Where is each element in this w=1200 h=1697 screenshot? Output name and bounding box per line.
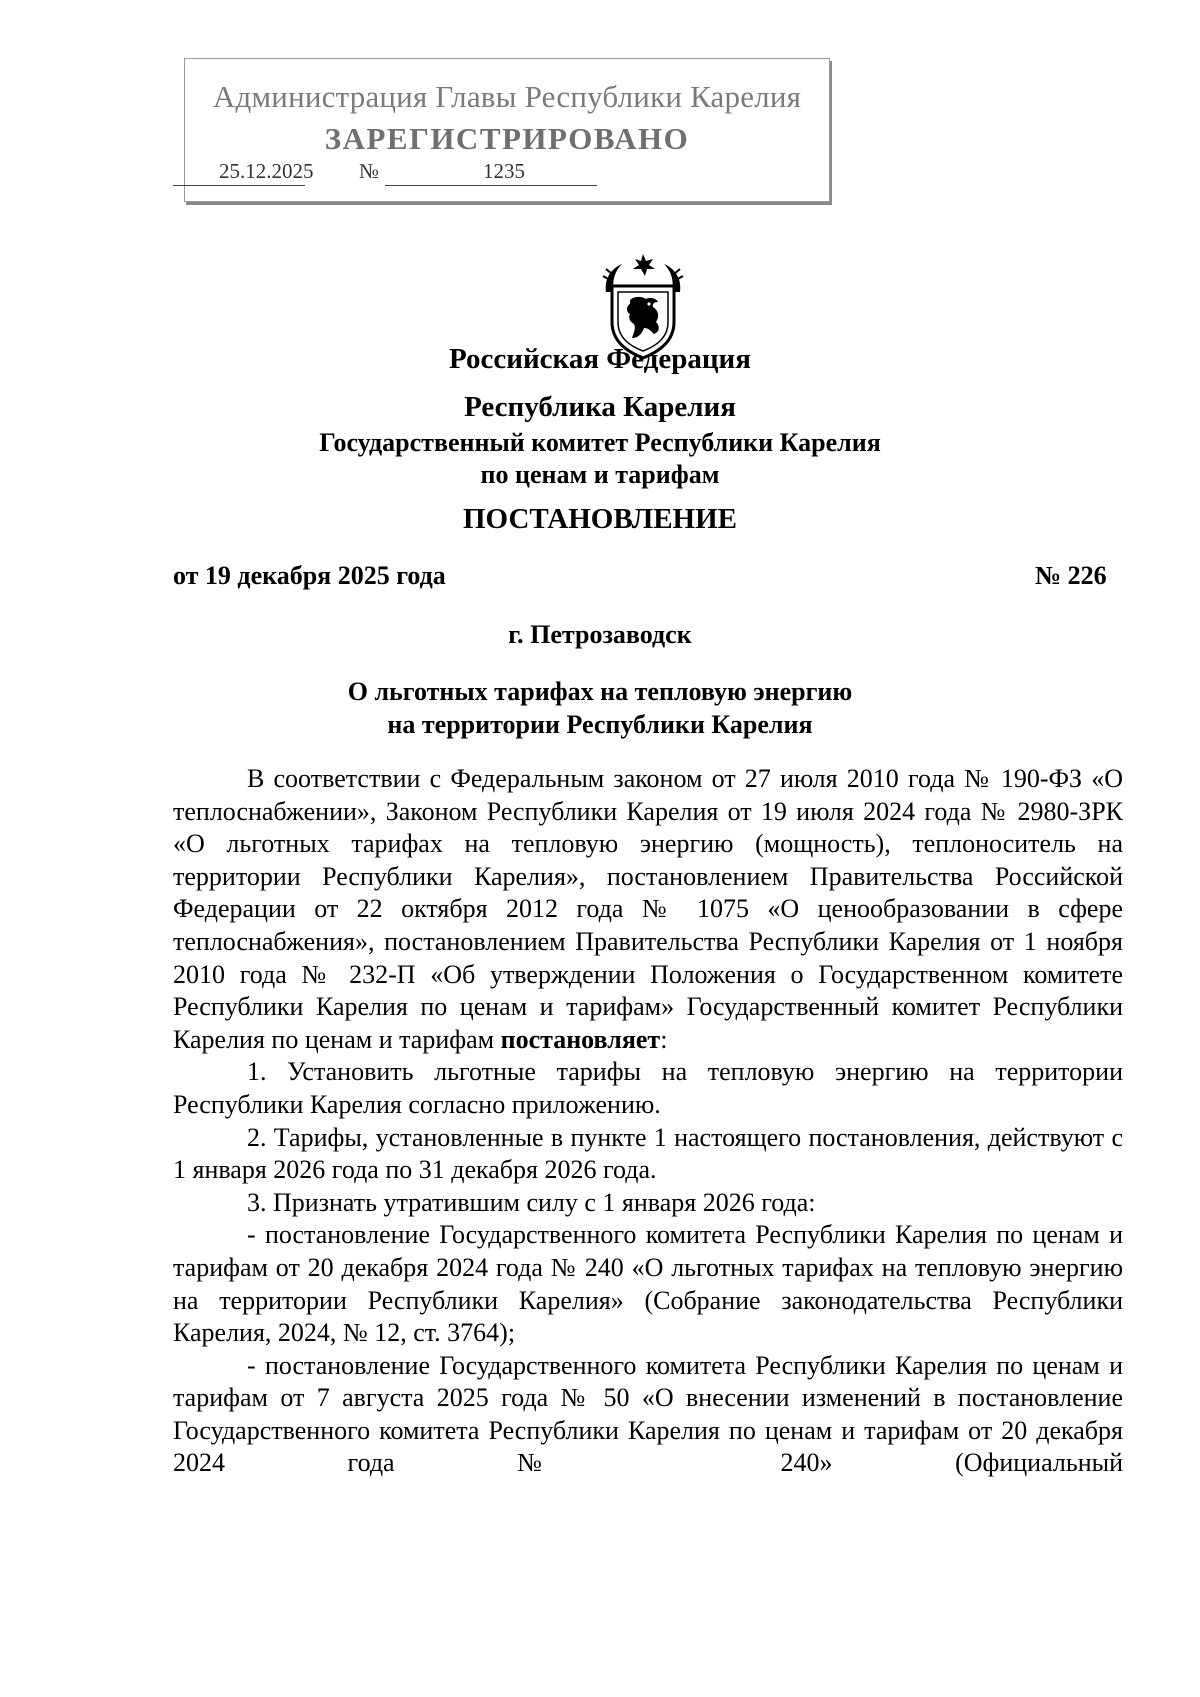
decree-word: постановляет: [500, 1024, 661, 1054]
document-date: от 19 декабря 2025 года: [173, 561, 446, 590]
committee-heading-line2: по ценам и тарифам: [480, 460, 720, 489]
registration-stamp: [184, 58, 830, 202]
city: г. Петрозаводск: [508, 620, 692, 649]
stamp-date-underline: [173, 185, 305, 186]
preamble-paragraph: [173, 763, 1123, 1056]
republic-heading: Республика Карелия: [464, 391, 736, 423]
document-title-line2: на территории Республики Карелия: [387, 710, 813, 739]
stamp-status: ЗАРЕГИСТРИРОВАНО: [324, 121, 690, 156]
stamp-number: 1235: [483, 159, 525, 183]
item-3a: - постановление Государственного комитета Республики Карелия по ценам и тарифам от 20 декабря 2024 года № 240 «О льготных тарифах на тепловую энергию на территории Республики Карелия» (Собрание законодательства Республики Карелия, 2024, № 12, ст. 3764);: [173, 1220, 1123, 1348]
country-heading: Российская Федерация: [449, 343, 751, 375]
document-number: № 226: [1035, 561, 1107, 590]
item-2: 2. Тарифы, установленные в пункте 1 настоящего постановления, действуют с 1 января 2026 года по 31 декабря 2026 года.: [173, 1122, 1123, 1185]
decree-colon: :: [660, 1024, 668, 1054]
item-3: 3. Признать утратившим силу с 1 января 2026 года:: [247, 1187, 816, 1217]
stamp-organization: Администрация Главы Республики Карелия: [212, 79, 802, 114]
stamp-number-sign: №: [359, 159, 380, 183]
document-body: [173, 763, 1123, 1480]
preamble-text: В соответствии с Федеральным законом от 27 июля 2010 года № 190-ФЗ «О теплоснабжении», Законом Республики Карелия от 19 июля 2024 года № 2980-ЗРК «О льготных тарифах на тепловую энергию (мощность), теплоноситель на территории Республики Карелия», постановлением Правительства Российской Федерации от 22 октября 2012 года № 1075 «О ценообразовании в сфере теплоснабжения», постановлением Правительства Республики Карелия от 1 ноября 2010 года № 232-П «Об утверждении Положения о Государственном комитете Республики Карелия по ценам и тарифам» Государственный комитет Республики Карелия по ценам и тарифам: [173, 764, 1123, 1054]
stamp-number-underline: [385, 185, 597, 186]
item-1: 1. Установить льготные тарифы на тепловую энергию на территории Республики Карелия согласно приложению.: [173, 1057, 1123, 1119]
stamp-date: 25.12.2025: [219, 159, 314, 183]
item-3b: - постановление Государственного комитета Республики Карелия по ценам и тарифам от 7 августа 2025 года № 50 «О внесении изменений в постановление Государственного комитета Республики Карелия по ценам и тарифам от 20 декабря 2024 года № 240» (Официальный: [173, 1350, 1123, 1478]
document-title-line1: О льготных тарифах на тепловую энергию: [347, 677, 853, 706]
committee-heading-line1: Государственный комитет Республики Карелия: [319, 428, 881, 457]
document-type: ПОСТАНОВЛЕНИЕ: [462, 503, 737, 535]
